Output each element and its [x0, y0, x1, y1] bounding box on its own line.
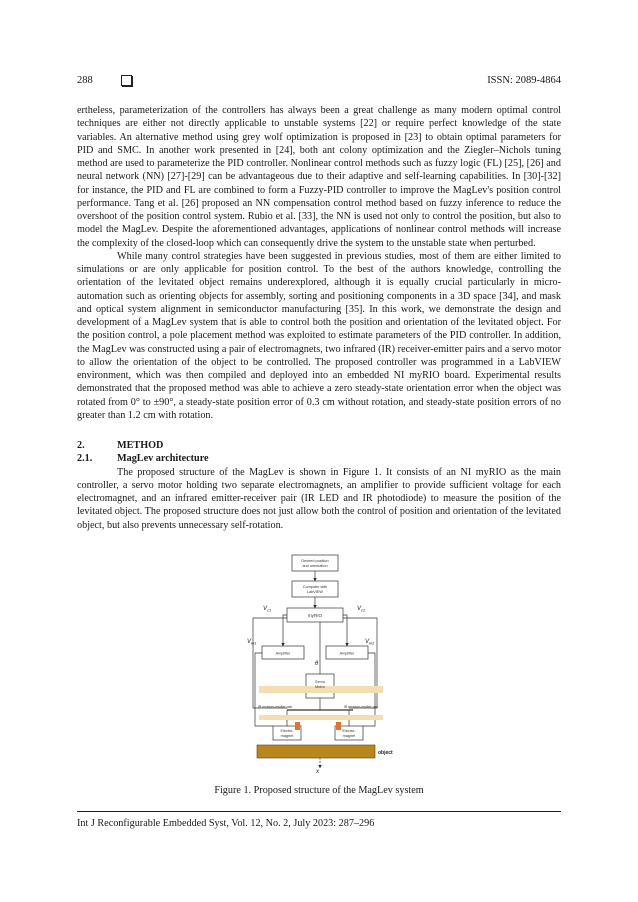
- ir-led-right: [336, 722, 341, 730]
- figure-1: [235, 550, 405, 775]
- subsection-number: 2.1.: [77, 453, 93, 465]
- page-header: [77, 73, 561, 87]
- main-text: [77, 104, 561, 532]
- amplifier-left-label: Amplifier: [275, 651, 291, 656]
- computer-label: Computer with: [302, 585, 328, 589]
- paragraph: ertheless, parameterization of the controllers has always been a great challenge as many modern optimal control techniques are either not directly applicable to unstable systems [22] or require perfect knowledge of the state variables. An alternative method using grey wolf optimization is proposed in [23] to obtain optimal parameters for PID and SMC. In another work presented in [24], both ant colony optimization and the Ziegler–Nichols tuning method are used to parameterize the PID controller. Nonlinear control methods such as fuzzy logic (FL) [25], [26] and neural network (NN) [27]-[29] can be advantageous due to their adaptive and self-learning capabilities. In [30]-[32] for instance, the PID and FL are combined to form a Fuzzy-PID controller to improve the MagLev's position control performance. Tang et al. [26] proposed an NN compensation control method based on fuzzy inference to reduce the overshoot of the position control system. Rubio et al. [33], the NN is used not only to control the position, but also to model the MagLev. Despite the aforementioned advantages, applications of nonlinear control methods will increase the complexity of the closed-loop which can consequently drive the system to the unstable state when perturbed.: [77, 105, 561, 249]
- amplifier-right-label: Amplifier: [339, 651, 355, 656]
- myrio-label: myRIO: [307, 613, 323, 618]
- subsection-title: MagLev architecture: [117, 453, 209, 465]
- desired-label-2: and orientation: [302, 564, 328, 568]
- footer-rule: [77, 811, 561, 812]
- issn: ISSN: 2089-4864: [487, 74, 561, 86]
- figure-caption: Figure 1. Proposed structure of the MagLev system: [214, 785, 424, 796]
- page-footer: Int J Reconfigurable Embedded Syst, Vol. 12, No. 2, July 2023: 287–296: [77, 818, 375, 829]
- section-title: METHOD: [117, 440, 164, 451]
- rotation-plate-bottom: [259, 715, 383, 720]
- vc1-label: $V_{c1}$: [263, 606, 272, 613]
- x-axis-label: x: [316, 769, 319, 775]
- vin1-label: $V_{in1}$: [247, 639, 257, 646]
- page-number: 288: [77, 74, 93, 86]
- maglev-diagram: [235, 550, 405, 775]
- servo-label: Servo: [315, 680, 325, 684]
- ir-left-label: IR receiver-emitter pair: [257, 705, 293, 709]
- paragraph: While many control strategies have been suggested in previous studies, most of them are either limited to simulations or are only applicable for position control. To the best of the authors knowledge, controlling the orientation of the levitated object remains underexplored, although it is equally crucial particularly in microautomation such as orienting objects for assembly, sorting and positioning components in a 3D space [34], and mask and optical system alignment in semiconductor manufacturing [35]. In this work, we demonstrate the design and development of a MagLev system that is able to control both the position and orientation of the levitated object. For the position control, a pole placement method was exploited to estimate parameters of the PID controller. In addition, the MagLev was constructed using a pair of electromagnets, two infrared (IR) receiver-emitter pairs and a servo motor to allow the orientation of the object to be controlled. The proposed controller was programmed in a LabVIEW environment, which was then compiled and deployed into an embedded NI myRIO board. Experimental results demonstrated that the proposed method was able to achieve a zero steady-state orientation error when the object was rotated from 0° to ±90°, a steady-state position error of 0.3 cm without rotation, and steady-state position errors of no greater than 1.2 cm with rotation.: [77, 250, 561, 421]
- em-right-label: Electro-: [342, 729, 356, 733]
- ir-led-left: [295, 722, 300, 730]
- servo-label-2: Motor: [315, 685, 325, 689]
- computer-label-2: LabVIEW: [306, 590, 324, 594]
- square-icon: [121, 75, 132, 86]
- em-left-label: Electro-: [280, 729, 294, 733]
- levitated-object: [257, 745, 375, 758]
- section-heading: [77, 439, 561, 452]
- theta-label: θ: [315, 661, 319, 667]
- desired-box: [292, 555, 338, 571]
- section-number: 2.: [77, 440, 85, 451]
- em-left-label-2: magnet: [280, 734, 294, 738]
- desired-label: Desired position: [301, 559, 329, 563]
- vc2-label: $V_{c2}$: [357, 606, 366, 613]
- vin2-label: $V_{in2}$: [365, 639, 375, 646]
- paragraph: The proposed structure of the MagLev is shown in Figure 1. It consists of an NI myRIO as the main controller, a servo motor holding two separate electromagnets, an amplifier to provide sufficient voltage for each electromagnet, and an infrared emitter-receiver pair (IR LED and IR photodiode) to measure the position of the levitated object. The proposed structure does not just allow both the control of position and orientation of the levitated object, but also prevents unnecessary self-rotation.: [77, 466, 561, 531]
- subsection-heading: [77, 452, 561, 465]
- ir-right-label: IR receiver-emitter pair: [343, 705, 379, 709]
- computer-box: [292, 581, 338, 597]
- object-label: object: [378, 750, 393, 756]
- em-right-label-2: magnet: [342, 734, 356, 738]
